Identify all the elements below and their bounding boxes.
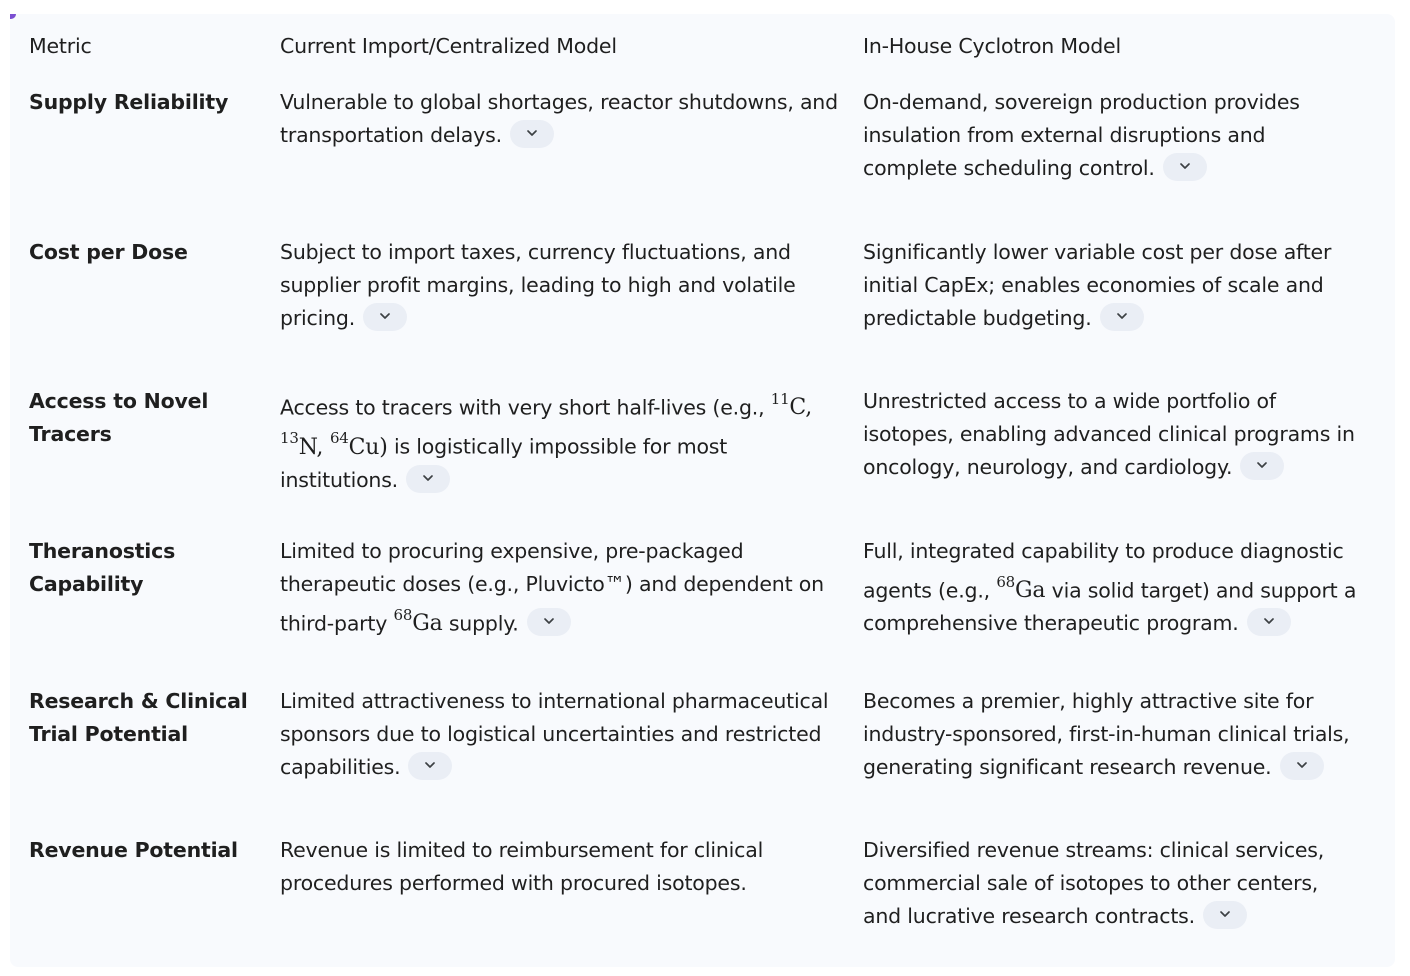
- cell-text: Vulnerable to global shortages, reactor shutdowns, and transportation delays.: [280, 90, 838, 147]
- cell-text: Becomes a premier, highly attractive site for industry-sponsored, first-in-human clinical trials, generating significant research revenue.: [863, 689, 1350, 779]
- cell-text: Subject to import taxes, currency fluctuations, and supplier profit margins, leading to high and volatile pricing.: [280, 240, 796, 330]
- inhouse-model-cell: [863, 86, 1374, 236]
- metric-cell: Theranostics Capability: [29, 539, 176, 596]
- metric-cell: Supply Reliability: [29, 90, 229, 114]
- cell-text: Unrestricted access to a wide portfolio of isotopes, enabling advanced clinical programs in oncology, neurology, and cardiology.: [863, 389, 1355, 479]
- cell-text: Full, integrated capability to produce diagnostic agents (e.g.,: [863, 539, 1344, 603]
- current-model-cell: [280, 535, 863, 685]
- current-model-cell: [280, 236, 863, 385]
- expand-source-button[interactable]: [406, 465, 450, 493]
- chevron-down-icon: [1256, 461, 1268, 469]
- expand-source-button[interactable]: [1247, 608, 1291, 636]
- inhouse-model-cell: [863, 385, 1374, 535]
- metric-cell: Revenue Potential: [29, 838, 238, 862]
- cell-text: Limited to procuring expensive, pre-packaged therapeutic doses (e.g., Pluvicto™) and dependent on third-party: [280, 539, 824, 636]
- chevron-down-icon: [1179, 162, 1191, 170]
- expand-source-button[interactable]: [363, 303, 407, 331]
- expand-source-button[interactable]: [1203, 901, 1247, 929]
- table-header-row: [29, 30, 1374, 86]
- chevron-down-icon: [526, 129, 538, 137]
- table-row: [29, 834, 1374, 934]
- corner-accent: [10, 14, 16, 19]
- chevron-down-icon: [379, 312, 391, 320]
- table-row: [29, 236, 1374, 385]
- isotope-label: $^{11}$C, $^{13}$N, $^{64}$Cu): [280, 390, 813, 460]
- inhouse-model-cell: [863, 236, 1374, 385]
- expand-source-button[interactable]: [527, 608, 571, 636]
- table-row: [29, 535, 1374, 685]
- chevron-down-icon: [1263, 617, 1275, 625]
- cell-text: Revenue is limited to reimbursement for clinical procedures performed with procured isotopes.: [280, 838, 764, 895]
- expand-source-button[interactable]: [1240, 452, 1284, 480]
- chevron-down-icon: [1219, 910, 1231, 918]
- cell-text: is logistically impossible for most institutions.: [280, 434, 728, 492]
- expand-source-button[interactable]: [1280, 752, 1324, 780]
- header-current-model: Current Import/Centralized Model: [280, 34, 617, 58]
- cell-text: Diversified revenue streams: clinical services, commercial sale of isotopes to other centers, and lucrative research contracts.: [863, 838, 1325, 928]
- table-row: [29, 385, 1374, 535]
- table-row: [29, 685, 1374, 834]
- current-model-cell: [280, 385, 863, 535]
- header-metric: Metric: [29, 34, 92, 58]
- current-model-cell: [280, 86, 863, 236]
- current-model-cell: [280, 685, 863, 834]
- chevron-down-icon: [543, 617, 555, 625]
- inhouse-model-cell: [863, 535, 1374, 685]
- expand-source-button[interactable]: [510, 120, 554, 148]
- cell-text: On-demand, sovereign production provides insulation from external disruptions and complete scheduling control.: [863, 90, 1300, 180]
- cell-text: supply.: [448, 611, 519, 636]
- cell-text: Access to tracers with very short half-lives (e.g.,: [280, 395, 765, 420]
- chevron-down-icon: [422, 474, 434, 482]
- current-model-cell: [280, 834, 863, 934]
- chevron-down-icon: [424, 761, 436, 769]
- header-inhouse-model: In-House Cyclotron Model: [863, 34, 1121, 58]
- isotope-label: $^{68}$Ga: [996, 573, 1046, 604]
- comparison-table: [29, 30, 1374, 934]
- metric-cell: Research & Clinical Trial Potential: [29, 689, 248, 746]
- inhouse-model-cell: [863, 834, 1374, 934]
- expand-source-button[interactable]: [1100, 303, 1144, 331]
- chevron-down-icon: [1116, 312, 1128, 320]
- cell-text: via solid target) and support a comprehensive therapeutic program.: [863, 578, 1357, 636]
- table-row: [29, 86, 1374, 236]
- chevron-down-icon: [1296, 761, 1308, 769]
- expand-source-button[interactable]: [1163, 153, 1207, 181]
- cell-text: Limited attractiveness to international pharmaceutical sponsors due to logistical uncertainties and restricted capabilities.: [280, 689, 829, 779]
- comparison-card: [10, 14, 1395, 967]
- metric-cell: Access to Novel Tracers: [29, 389, 209, 446]
- metric-cell: Cost per Dose: [29, 240, 188, 264]
- expand-source-button[interactable]: [408, 752, 452, 780]
- inhouse-model-cell: [863, 685, 1374, 834]
- cell-text: Significantly lower variable cost per dose after initial CapEx; enables economies of scale and predictable budgeting.: [863, 240, 1332, 330]
- isotope-label: $^{68}$Ga: [393, 606, 443, 637]
